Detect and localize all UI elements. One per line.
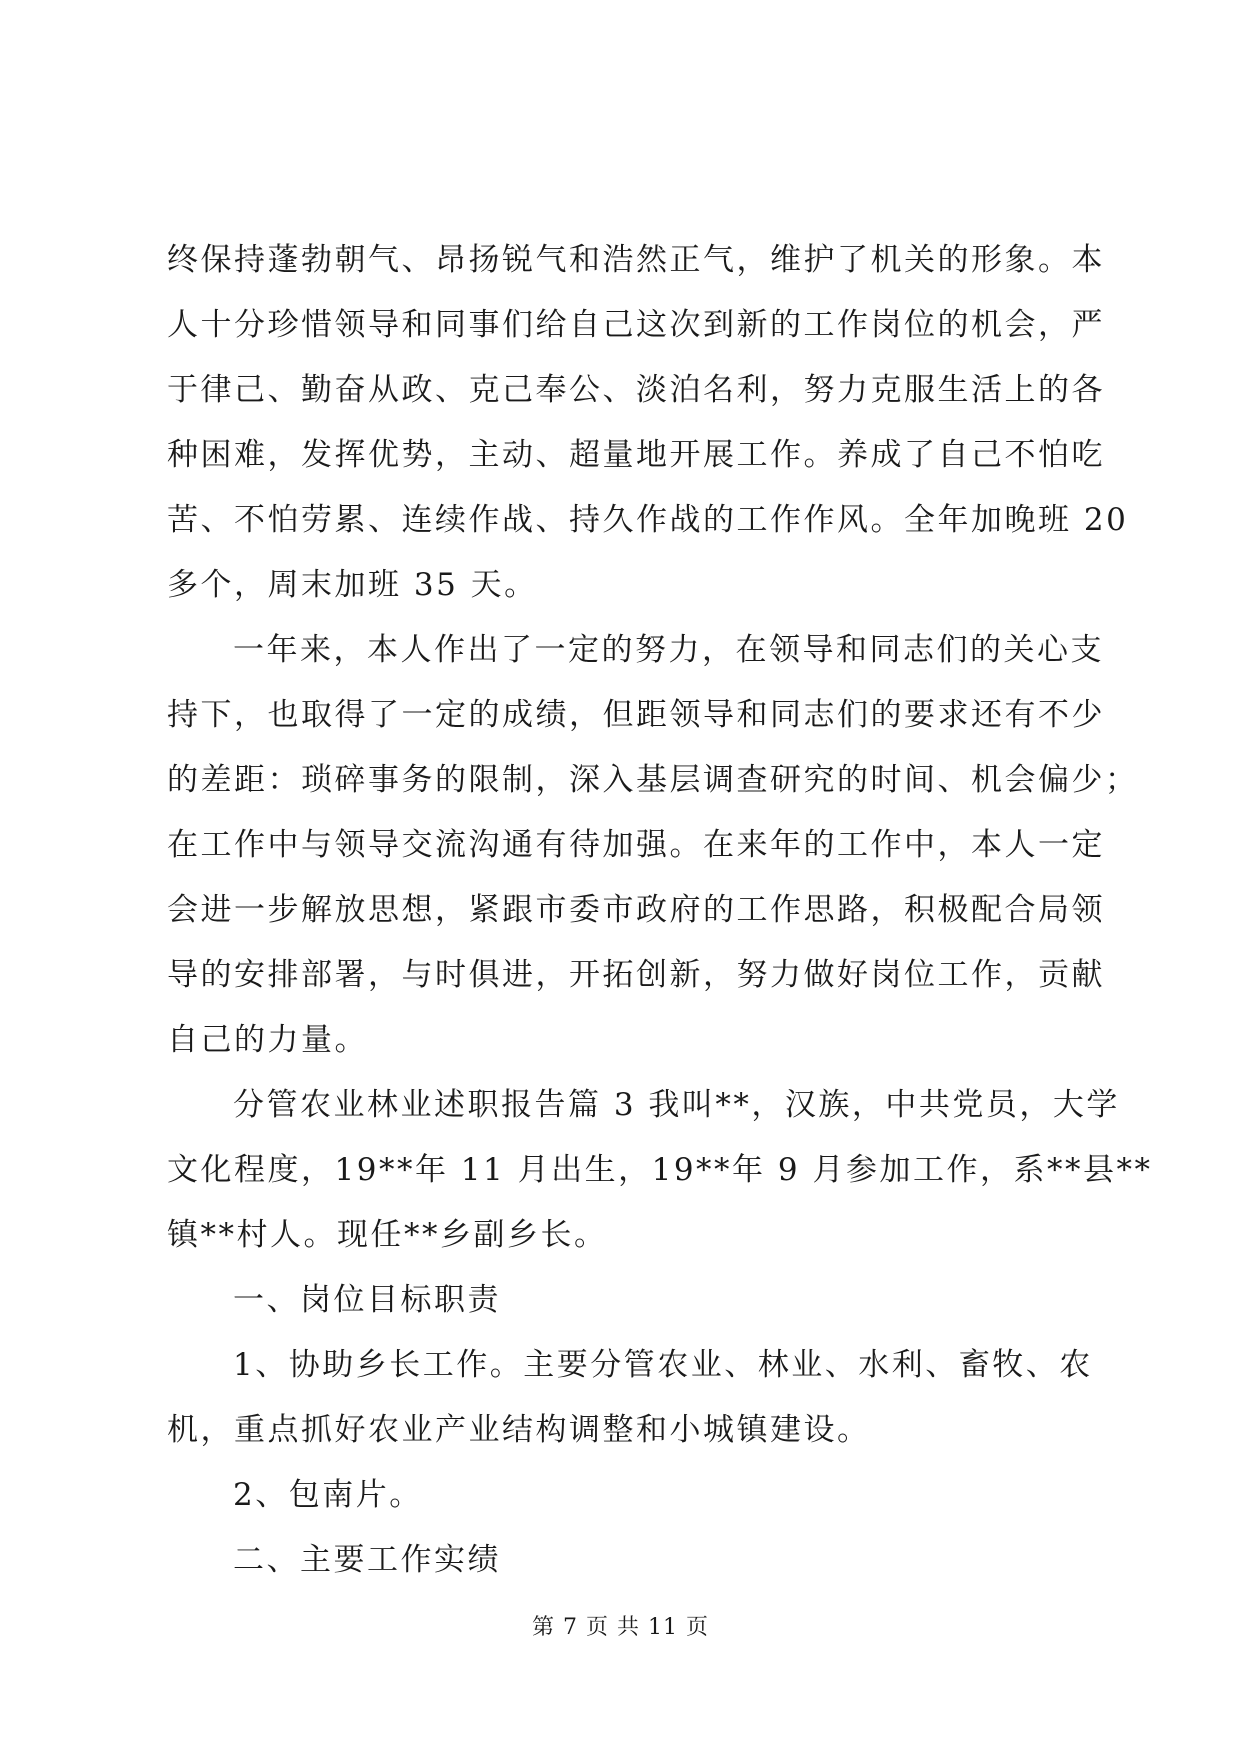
text-line: 一、岗位目标职责 <box>233 1282 501 1318</box>
text-line: 一年来，本人作出了一定的努力，在领导和同志们的关心支 <box>233 632 1104 668</box>
text-line: 会进一步解放思想，紧跟市委市政府的工作思路，积极配合局领 <box>167 892 1105 928</box>
text-line: 二、主要工作实绩 <box>233 1542 501 1578</box>
text-line: 持下，也取得了一定的成绩，但距领导和同志们的要求还有不少 <box>167 697 1105 733</box>
page-footer: 第 7 页 共 11 页 <box>532 1615 709 1640</box>
text-line: 的差距：琐碎事务的限制，深入基层调查研究的时间、机会偏少； <box>167 762 1139 798</box>
text-line: 多个，周末加班 35 天。 <box>167 567 538 603</box>
text-line: 在工作中与领导交流沟通有待加强。在来年的工作中，本人一定 <box>167 827 1105 863</box>
text-line: 终保持蓬勃朝气、昂扬锐气和浩然正气，维护了机关的形象。本 <box>167 242 1105 278</box>
text-line: 人十分珍惜领导和同事们给自己这次到新的工作岗位的机会，严 <box>167 307 1105 343</box>
text-line: 于律己、勤奋从政、克己奉公、淡泊名利，努力克服生活上的各 <box>167 372 1105 408</box>
text-line: 分管农业林业述职报告篇 3 我叫**，汉族，中共党员，大学 <box>233 1087 1120 1123</box>
text-line: 苦、不怕劳累、连续作战、持久作战的工作作风。全年加晚班 20 <box>167 502 1129 538</box>
text-line: 机，重点抓好农业产业结构调整和小城镇建设。 <box>167 1412 871 1448</box>
document-body <box>167 228 1153 1593</box>
text-line: 镇**村人。现任**乡副乡长。 <box>167 1217 608 1253</box>
text-line: 1、协助乡长工作。主要分管农业、林业、水利、畜牧、农 <box>233 1347 1093 1383</box>
text-line: 2、包南片。 <box>233 1477 423 1513</box>
text-line: 导的安排部署，与时俱进，开拓创新，努力做好岗位工作，贡献 <box>167 957 1105 993</box>
text-line: 文化程度，19**年 11 月出生，19**年 9 月参加工作，系**县** <box>167 1152 1153 1188</box>
text-line: 自己的力量。 <box>167 1022 368 1058</box>
text-line: 种困难，发挥优势，主动、超量地开展工作。养成了自己不怕吃 <box>167 437 1105 473</box>
